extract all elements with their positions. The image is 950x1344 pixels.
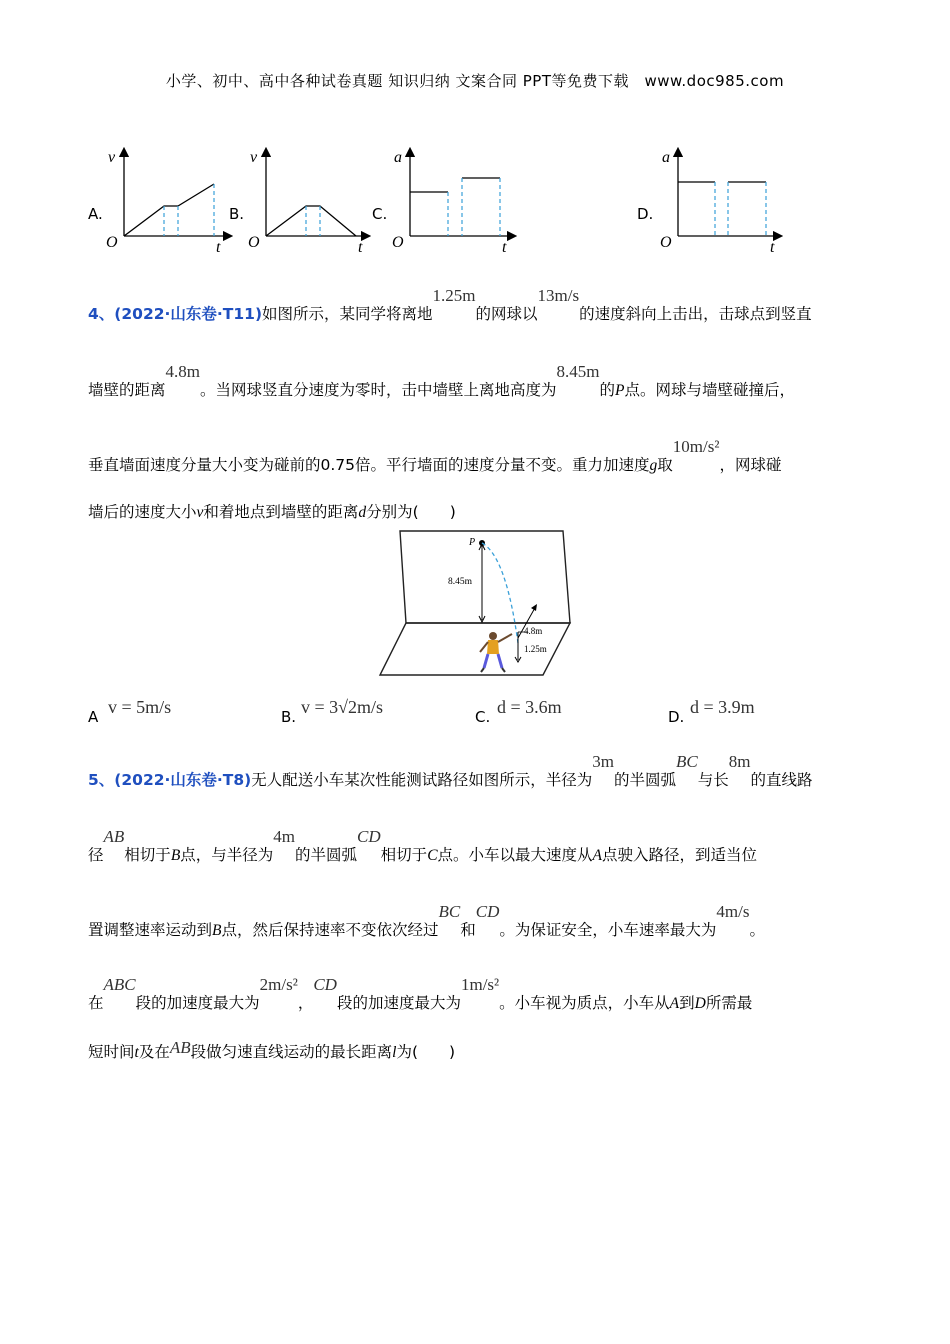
q5-math: AB (169, 1038, 191, 1057)
q5-text: 所需最 (705, 994, 753, 1012)
q4-text: 取 (657, 456, 673, 474)
q4-line-4 (88, 500, 456, 522)
q5-var: B (212, 922, 222, 939)
graph-d-axis-y: a (662, 149, 670, 166)
page-header: 小学、初中、高中各种试卷真题 知识归纳 文案合同 PPT等免费下载 www.doc985.com (165, 72, 785, 90)
q5-text: 。为保证安全，小车速率最大为 (499, 921, 717, 939)
q5-line-1 (88, 752, 813, 790)
q4-text: 点。网球与墙壁碰撞后， (624, 381, 795, 399)
q5-line-2 (88, 827, 758, 865)
graph-d-origin: O (660, 234, 672, 251)
q5-math: CD (357, 827, 381, 846)
q5-text: 及在 (138, 1043, 170, 1061)
q5-text: 和 (460, 921, 476, 939)
q5-text: 段做匀速直线运动的最长距离 (190, 1043, 393, 1061)
q5-var: l (392, 1044, 397, 1061)
graph-b-label: B. (229, 205, 245, 223)
q5-text: 与长 (697, 771, 729, 789)
q5-var: D (694, 995, 706, 1012)
q4-text: 和着地点到墙壁的距离 (203, 503, 359, 521)
q4-line-1 (88, 286, 812, 324)
q5-var: C (427, 847, 438, 864)
graph-a-curve (124, 184, 214, 236)
q5-text: 段的加速度最大为 (135, 994, 260, 1012)
q5-line-5 (88, 1040, 455, 1062)
q4-text: 的 (599, 381, 616, 399)
q4-number: 4、 (88, 305, 115, 323)
graph-b-curve (266, 206, 356, 236)
q4-option-d[interactable]: d = 3.9m (690, 697, 755, 717)
q5-text: 短时间 (88, 1043, 135, 1061)
q4-line-3 (88, 437, 782, 475)
q5-math: 3m (592, 752, 614, 771)
q5-text: 相切于 (124, 846, 171, 864)
graph-a-label: A. (88, 205, 103, 223)
q5-math: ABC (103, 975, 136, 994)
q5-math: CD (313, 975, 337, 994)
q5-text: 到 (679, 994, 695, 1012)
q4-line-2 (88, 362, 795, 400)
graph-c-axis-y: a (394, 149, 402, 166)
p-label: P (469, 537, 476, 548)
q5-text: 。小车视为质点，小车从 (499, 994, 670, 1012)
q4-text: 。当网球竖直分速度为零时，击中墙壁上离地高度为 (200, 381, 557, 399)
graph-a-axis-x: t (216, 239, 221, 256)
distance-label: 4.8m (524, 626, 543, 636)
q4-option-b[interactable]: v = 3√2m/s (301, 697, 384, 717)
graph-a (106, 149, 228, 256)
q5-text: 为( ) (396, 1043, 456, 1061)
q4-option-b-label[interactable]: B. (281, 708, 297, 726)
q4-text: 分别为( ) (366, 503, 456, 521)
graph-d (660, 149, 778, 256)
graph-b-origin: O (248, 234, 260, 251)
player-figure (480, 632, 512, 672)
q5-math: AB (103, 827, 125, 846)
graph-b-axis-x: t (358, 239, 363, 256)
q5-line-4 (88, 975, 753, 1013)
q5-text: 点。小车以最大速度从 (437, 846, 593, 864)
q5-math: 1m/s² (460, 975, 500, 994)
graph-b-axis-y: v (250, 149, 258, 166)
q5-math: 4m (273, 827, 296, 846)
q4-math-wall-height: 8.45m (556, 362, 600, 381)
q5-var: A (669, 995, 680, 1012)
q5-math: BC (676, 752, 698, 771)
graph-d-label: D. (637, 205, 654, 223)
trajectory (482, 543, 518, 643)
q5-math: 8m (728, 752, 751, 771)
q4-text: 如图所示，某同学将离地 (262, 305, 433, 323)
q4-var-d: d (358, 504, 367, 521)
q4-math-gravity: 10m/s² (672, 437, 720, 456)
q4-option-d-label[interactable]: D. (668, 708, 685, 726)
graph-b (248, 149, 366, 256)
q4-text: 垂直墙面速度分量大小变为碰前的0.75倍。平行墙面的速度分量不变。重力加速度 (88, 456, 650, 474)
graph-a-axis-y: v (108, 149, 116, 166)
q4-figure (378, 528, 588, 680)
q5-text: 径 (88, 846, 104, 864)
q5-source: (2022·山东卷·T8) (114, 771, 252, 789)
q5-text: 的半圆弧 (295, 846, 358, 864)
q4-text: 的网球以 (475, 305, 538, 323)
q4-text: 墙壁的距离 (88, 381, 166, 399)
q5-math: 2m/s² (259, 975, 298, 994)
q4-math-height: 1.25m (432, 286, 476, 305)
q5-text: 段的加速度最大为 (336, 994, 461, 1012)
height-label: 8.45m (448, 577, 473, 587)
q5-text: 点，然后保持速率不变依次经过 (221, 921, 439, 939)
q5-text: 的直线路 (750, 771, 813, 789)
q5-number: 5、 (88, 771, 115, 789)
q5-text: 相切于 (380, 846, 428, 864)
q4-var-v: v (196, 504, 204, 521)
ball-height-label: 1.25m (524, 644, 547, 654)
graph-c-origin: O (392, 234, 404, 251)
q5-text: 在 (88, 994, 104, 1012)
graph-d-axis-x: t (770, 239, 775, 256)
q5-text: 。 (749, 921, 765, 939)
q4-source: (2022·山东卷·T11) (114, 305, 263, 323)
q4-option-c[interactable]: d = 3.6m (497, 697, 562, 717)
q5-math: 4m/s (716, 902, 750, 921)
q5-math: CD (475, 902, 500, 921)
q4-var-p: P (615, 382, 625, 399)
q5-var: A (592, 847, 603, 864)
q3-graphs-svg (100, 140, 800, 260)
q5-text: 点，与半径为 (180, 846, 274, 864)
q5-text: 点驶入路径，到适当位 (602, 846, 758, 864)
q4-var-g: g (649, 457, 658, 474)
q5-text: ， (297, 994, 314, 1012)
q4-math-speed: 13m/s (537, 286, 580, 305)
graph-a-origin: O (106, 234, 118, 251)
q4-text: ，网球碰 (719, 456, 782, 474)
graph-c-label: C. (372, 205, 388, 223)
q4-math-distance: 4.8m (165, 362, 200, 381)
graph-c (392, 149, 512, 256)
q4-text: 的速度斜向上击出，击球点到竖直 (579, 305, 812, 323)
q5-text: 置调整速率运动到 (88, 921, 213, 939)
q5-text: 的半圆弧 (614, 771, 677, 789)
q4-option-c-label[interactable]: C. (475, 708, 491, 726)
graph-c-axis-x: t (502, 239, 507, 256)
q5-var: t (134, 1044, 139, 1061)
q5-text: 无人配送小车某次性能测试路径如图所示，半径为 (251, 771, 593, 789)
q4-text: 墙后的速度大小 (88, 503, 197, 521)
q4-option-a-label[interactable]: A (88, 708, 99, 726)
q4-option-a[interactable]: v = 5m/s (108, 697, 172, 717)
q5-line-3 (88, 902, 765, 940)
q5-math: BC (438, 902, 461, 921)
q5-var: B (170, 847, 181, 864)
